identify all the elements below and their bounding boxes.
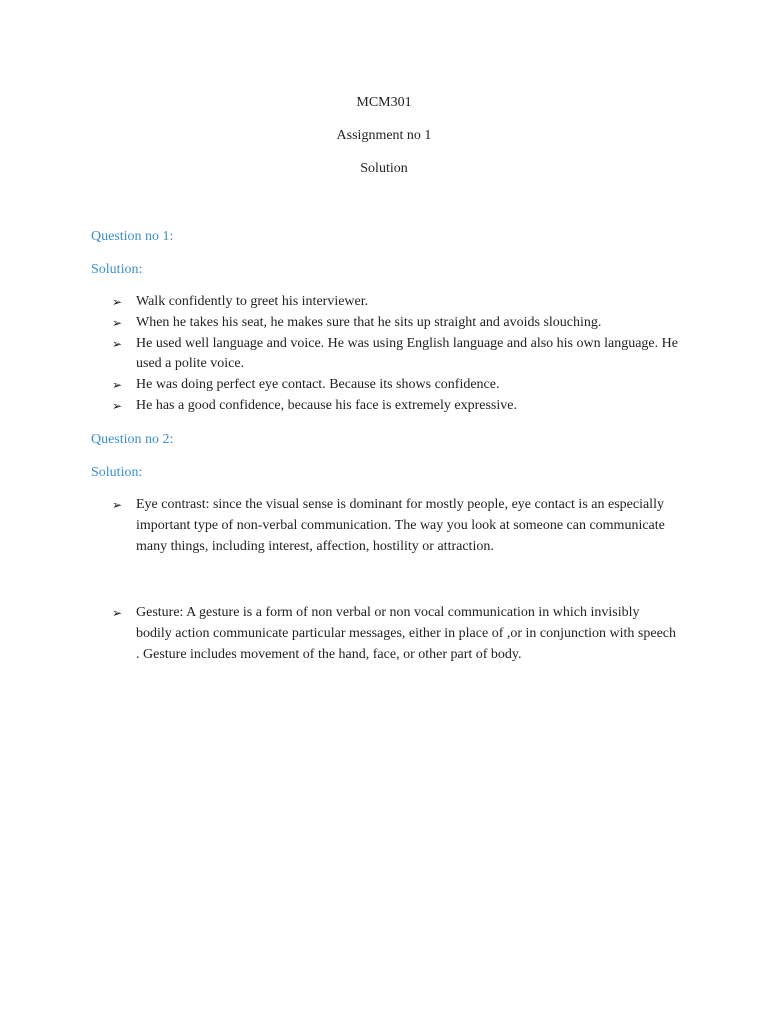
list-item xyxy=(0,495,768,557)
list-item-text: Eye contrast: since the visual sense is dominant for mostly people, eye contact is an especially important type of non-verbal communication. The way you look at someone can communicate many things, including interest, affection, hostility or attraction. xyxy=(136,497,665,554)
question-2-heading: Question no 2: xyxy=(91,432,174,447)
question-2-answer-list-b xyxy=(0,603,768,665)
list-item xyxy=(0,375,768,396)
arrow-bullet-icon: ➢ xyxy=(112,378,123,393)
list-item-text: Walk confidently to greet his interviewer. xyxy=(136,294,369,309)
list-item-text: He was doing perfect eye contact. Because its shows confidence. xyxy=(136,377,500,393)
question-2-answer-list-a xyxy=(0,495,768,557)
list-item-text: He has a good confidence, because his face is extremely expressive. xyxy=(136,397,517,413)
arrow-bullet-icon: ➢ xyxy=(112,315,123,330)
question-1-solution-label: Solution: xyxy=(91,262,143,277)
list-item xyxy=(0,603,768,665)
arrow-bullet-icon: ➢ xyxy=(112,336,123,351)
list-item-text: Gesture: A gesture is a form of non verbal or non vocal communication in which invisibly bodily action communicate particular messages, either in place of ,or in conjunction with speech . Gesture includes movement of the hand, face, or other part of body. xyxy=(136,605,676,662)
arrow-bullet-icon: ➢ xyxy=(112,398,123,413)
solution-title: Solution xyxy=(360,161,408,176)
list-item xyxy=(0,292,768,313)
question-2-solution-label: Solution: xyxy=(91,465,143,480)
arrow-bullet-icon: ➢ xyxy=(112,606,123,620)
course-code: MCM301 xyxy=(356,95,412,110)
question-1-answer-list xyxy=(0,292,768,417)
question-1-heading: Question no 1: xyxy=(91,229,174,244)
list-item-text: When he takes his seat, he makes sure that he sits up straight and avoids slouching. xyxy=(136,314,602,330)
arrow-bullet-icon: ➢ xyxy=(112,295,123,309)
list-item xyxy=(0,313,768,334)
list-item-text: He used well language and voice. He was using English language and also his own language. He used a polite voice. xyxy=(136,335,678,372)
list-item xyxy=(0,334,768,376)
list-item xyxy=(0,396,768,417)
arrow-bullet-icon: ➢ xyxy=(112,498,123,512)
assignment-title: Assignment no 1 xyxy=(336,128,432,143)
